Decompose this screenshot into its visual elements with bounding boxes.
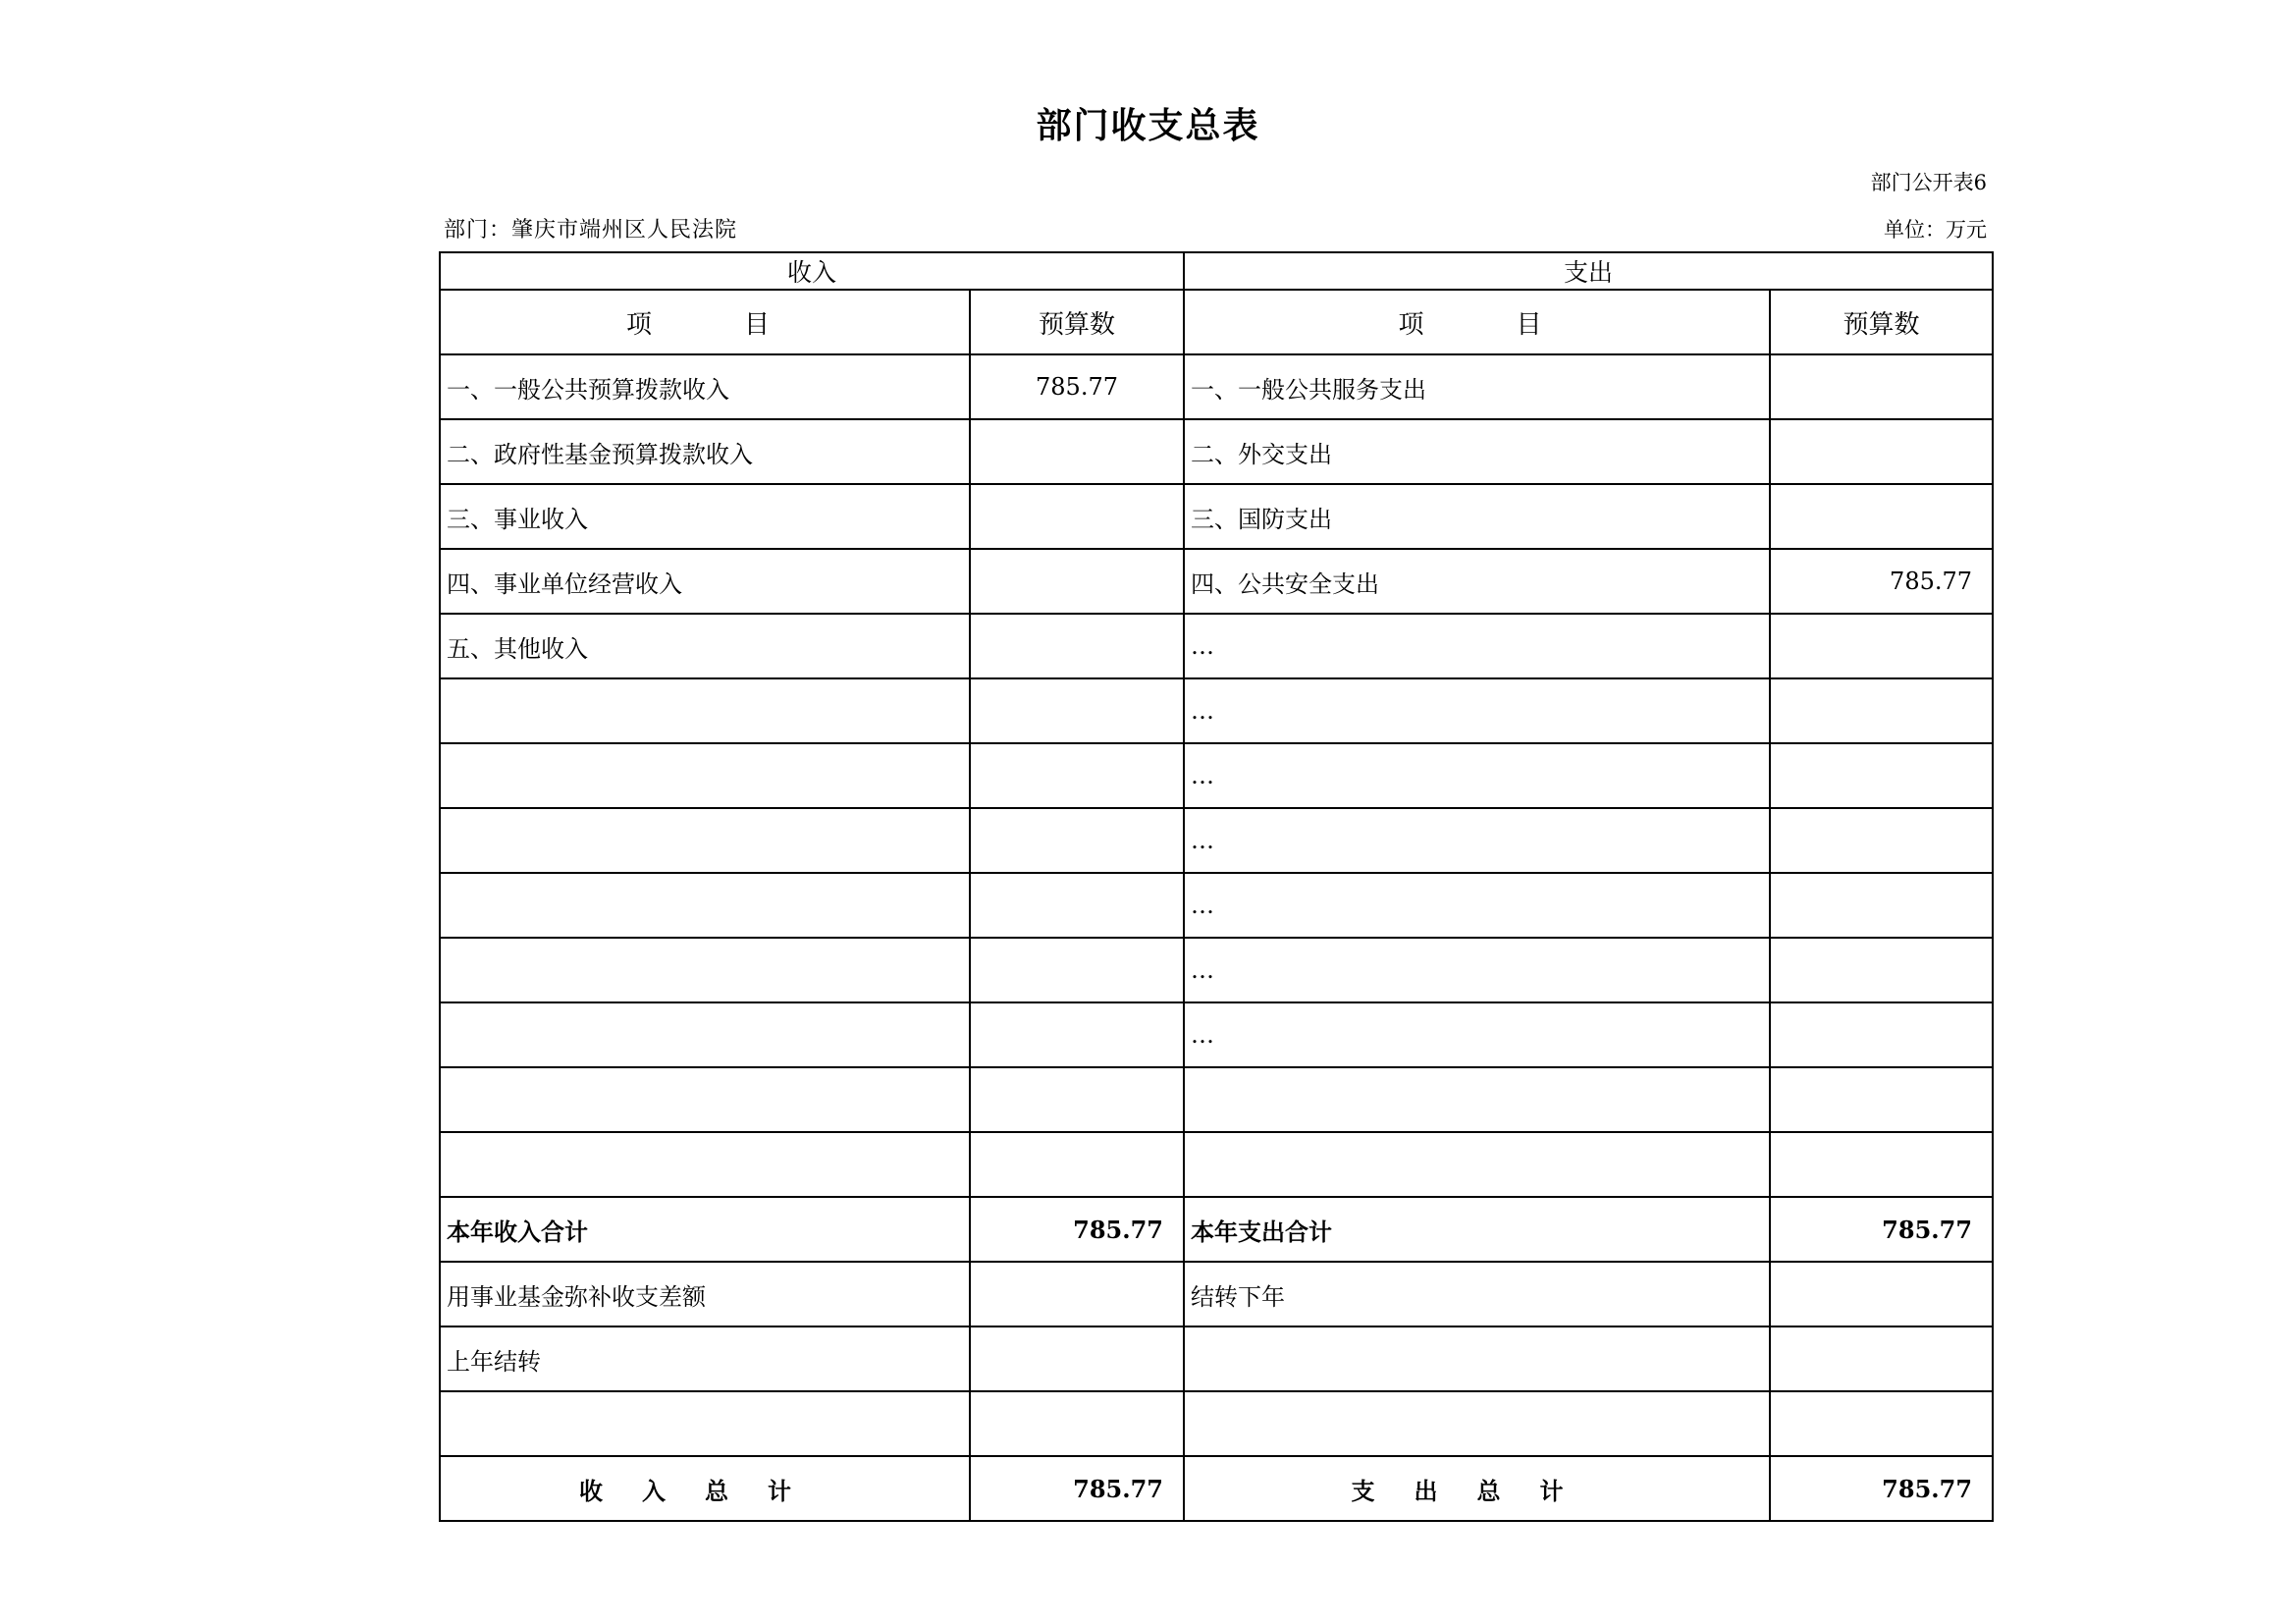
expense-value-cell [1770, 1262, 1993, 1326]
income-value-cell [970, 1067, 1184, 1132]
table-row [440, 1391, 1993, 1456]
income-value-cell [970, 743, 1184, 808]
table-row [440, 614, 1993, 678]
expense-item-cell [1184, 1132, 1770, 1197]
table-row [440, 1132, 1993, 1197]
expense-item-cell: … [1184, 614, 1770, 678]
income-item-cell [440, 1067, 970, 1132]
table-row [440, 549, 1993, 614]
income-item-cell: 上年结转 [440, 1326, 970, 1391]
table-row [440, 808, 1993, 873]
expense-item-header: 项 目 [1184, 290, 1770, 354]
expense-value-cell: 785.77 [1770, 1197, 1993, 1262]
unit-label: 单位：万元 [1884, 218, 1987, 242]
expense-item-cell: … [1184, 743, 1770, 808]
income-budget-header: 预算数 [970, 290, 1184, 354]
expense-item-cell [1184, 1326, 1770, 1391]
income-item-cell: 一、一般公共预算拨款收入 [440, 354, 970, 419]
expense-value-cell: 785.77 [1770, 549, 1993, 614]
expense-value-cell [1770, 354, 1993, 419]
income-value-cell: 785.77 [970, 1197, 1184, 1262]
table-row [440, 1326, 1993, 1391]
income-item-header: 项 目 [440, 290, 970, 354]
income-item-cell: 五、其他收入 [440, 614, 970, 678]
expense-item-cell [1184, 1391, 1770, 1456]
expense-value-cell [1770, 678, 1993, 743]
table-row [440, 354, 1993, 419]
column-header-row [440, 290, 1993, 354]
income-item-cell: 四、事业单位经营收入 [440, 549, 970, 614]
expense-item-cell [1184, 1067, 1770, 1132]
expense-value-cell [1770, 484, 1993, 549]
income-item-cell [440, 678, 970, 743]
expense-item-cell: 结转下年 [1184, 1262, 1770, 1326]
table-row [440, 1002, 1993, 1067]
table-body [440, 252, 1993, 1521]
income-item-cell: 二、政府性基金预算拨款收入 [440, 419, 970, 484]
form-code: 部门公开表6 [1870, 171, 1987, 194]
expense-value-cell [1770, 873, 1993, 938]
income-value-cell [970, 1326, 1184, 1391]
page-title: 部门收支总表 [1036, 105, 1260, 146]
expense-item-cell: … [1184, 938, 1770, 1002]
department-label: 部门：肇庆市端州区人民法院 [444, 218, 738, 243]
expense-budget-header: 预算数 [1770, 290, 1993, 354]
income-section-header: 收入 [440, 252, 1184, 290]
expense-item-cell: … [1184, 1002, 1770, 1067]
table-row [440, 484, 1993, 549]
table-row [440, 938, 1993, 1002]
income-item-cell: 收入总计 [440, 1456, 970, 1521]
income-value-cell [970, 419, 1184, 484]
expense-value-cell [1770, 808, 1993, 873]
expense-value-cell [1770, 1326, 1993, 1391]
budget-table [439, 251, 1994, 1522]
income-value-cell [970, 549, 1184, 614]
expense-item-cell: 三、国防支出 [1184, 484, 1770, 549]
expense-item-cell: 二、外交支出 [1184, 419, 1770, 484]
income-value-cell [970, 1391, 1184, 1456]
expense-item-cell: … [1184, 808, 1770, 873]
table-row [440, 1456, 1993, 1521]
income-item-cell [440, 1391, 970, 1456]
income-value-cell [970, 1132, 1184, 1197]
income-item-cell: 三、事业收入 [440, 484, 970, 549]
table-row [440, 1262, 1993, 1326]
expense-section-header: 支出 [1184, 252, 1993, 290]
income-item-cell [440, 808, 970, 873]
income-value-cell [970, 614, 1184, 678]
income-value-cell [970, 1002, 1184, 1067]
section-header-row [440, 252, 1993, 290]
expense-value-cell: 785.77 [1770, 1456, 1993, 1521]
expense-value-cell [1770, 419, 1993, 484]
expense-value-cell [1770, 938, 1993, 1002]
expense-value-cell [1770, 1391, 1993, 1456]
income-value-cell [970, 873, 1184, 938]
income-item-cell: 本年收入合计 [440, 1197, 970, 1262]
income-value-cell [970, 1262, 1184, 1326]
income-value-cell [970, 678, 1184, 743]
expense-item-cell: 支出总计 [1184, 1456, 1770, 1521]
expense-value-cell [1770, 1067, 1993, 1132]
expense-item-cell: … [1184, 678, 1770, 743]
income-value-cell: 785.77 [970, 1456, 1184, 1521]
expense-value-cell [1770, 743, 1993, 808]
expense-value-cell [1770, 1132, 1993, 1197]
table-row [440, 419, 1993, 484]
income-value-cell [970, 938, 1184, 1002]
table-row [440, 873, 1993, 938]
expense-item-cell: 本年支出合计 [1184, 1197, 1770, 1262]
income-item-cell [440, 1002, 970, 1067]
income-value-cell [970, 808, 1184, 873]
expense-item-cell: 一、一般公共服务支出 [1184, 354, 1770, 419]
table-row [440, 1197, 1993, 1262]
income-item-cell [440, 1132, 970, 1197]
income-value-cell: 785.77 [970, 354, 1184, 419]
table-row [440, 1067, 1993, 1132]
table-row [440, 678, 1993, 743]
expense-item-cell: … [1184, 873, 1770, 938]
income-item-cell [440, 873, 970, 938]
table-row [440, 743, 1993, 808]
expense-item-cell: 四、公共安全支出 [1184, 549, 1770, 614]
expense-value-cell [1770, 1002, 1993, 1067]
income-value-cell [970, 484, 1184, 549]
income-item-cell [440, 938, 970, 1002]
expense-value-cell [1770, 614, 1993, 678]
income-item-cell [440, 743, 970, 808]
income-item-cell: 用事业基金弥补收支差额 [440, 1262, 970, 1326]
